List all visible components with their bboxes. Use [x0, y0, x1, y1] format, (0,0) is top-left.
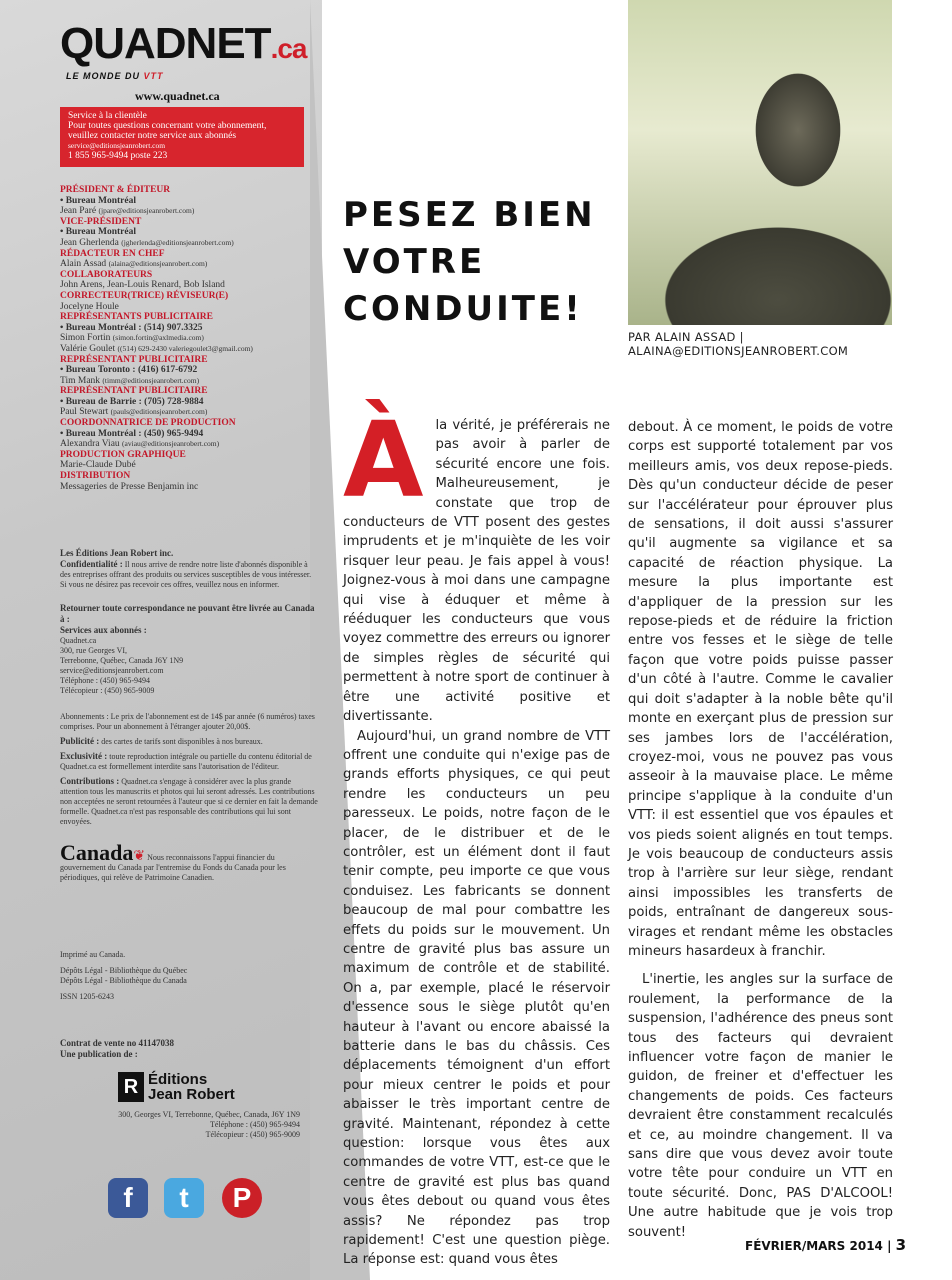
canada-funding-block	[60, 840, 318, 883]
staff-entry	[60, 217, 310, 249]
staff-name: Marie-Claude Dubé	[60, 460, 136, 471]
staff-role: PRODUCTION GRAPHIQUE	[60, 449, 186, 460]
service-title: Service à la clientèle	[68, 111, 147, 121]
byline-email[interactable]: ALAINA@EDITIONSJEANROBERT.COM	[628, 344, 849, 358]
pinterest-icon[interactable]: P	[222, 1178, 262, 1218]
staff-bureau: • Bureau Toronto : (416) 617-6792	[60, 365, 198, 376]
issue-date: FÉVRIER/MARS 2014	[745, 1239, 883, 1253]
staff-email[interactable]: (pauls@editionsjeanrobert.com)	[110, 407, 208, 417]
confidentiality-text: Il nous arrive de rendre notre liste d'abonnés disponible à des entreprises offrant des produits ou services susceptibles de vous intéresser. Si vous ne désirez pas recevoir ces offres, veuillez nous en informer.	[60, 560, 312, 589]
staff-name: Tim Mank	[60, 375, 101, 386]
subscriber-address	[60, 636, 318, 696]
subscriber-services-label: Services aux abonnés :	[60, 625, 147, 635]
address-line: Télécopieur : (450) 965-9009	[60, 686, 155, 695]
staff-role: DISTRIBUTION	[60, 471, 131, 482]
staff-email[interactable]: (alaina@editionsjeanrobert.com)	[108, 259, 208, 269]
staff-bureau: • Bureau Montréal	[60, 195, 136, 206]
customer-service-box	[60, 107, 304, 167]
ejr-logo	[118, 1072, 235, 1104]
ejr-fax: Télécopieur : (450) 965-9009	[205, 1130, 300, 1139]
staff-email[interactable]: (jgherlenda@editionsjeanrobert.com)	[121, 237, 234, 247]
ejr-logo-line-1: Éditions	[148, 1071, 208, 1088]
printed-in: Imprimé au Canada.	[60, 950, 126, 959]
byline-author: PAR ALAIN ASSAD |	[628, 330, 744, 344]
exclusivity-text: toute reproduction intégrale ou partielle du contenu éditorial de Quadnet.ca est formellement interdite sans l'autorisation de l'éditeur.	[60, 752, 312, 771]
page-number: 3	[895, 1236, 907, 1254]
article-column-1	[343, 399, 610, 1270]
website-url[interactable]: www.quadnet.ca	[135, 89, 220, 103]
page-folio	[745, 1236, 906, 1254]
staff-entry	[60, 249, 310, 270]
staff-name: Alexandra Viau	[60, 439, 120, 450]
staff-entry	[60, 270, 310, 291]
service-line-2: Pour toutes questions concernant votre abonnement,	[68, 121, 267, 131]
headline-line-3: CONDUITE!	[343, 289, 583, 329]
contributions-label: Contributions :	[60, 776, 120, 786]
ejr-address-block	[100, 1110, 300, 1140]
publication-of-label: Une publication de :	[60, 1049, 138, 1059]
confidentiality-label: Confidentialité :	[60, 559, 123, 569]
quadnet-logo	[60, 19, 310, 81]
staff-role: CORRECTEUR(TRICE) RÉVISEUR(E)	[60, 290, 229, 301]
maple-leaf-icon: ❦	[133, 849, 146, 864]
return-label: Retourner toute correspondance ne pouvant être livrée au Canada à :	[60, 603, 315, 624]
staff-role: RÉDACTEUR EN CHEF	[60, 248, 165, 259]
paragraph-intro: la vérité, je préférerais ne pas avoir à parler de sécurité encore une fois. Malheureusement, je constate que trop de conducteurs de VTT posent des gestes imprudents et je m'inquiète de les voir risquer leur peau. Je fais appel à vous! Joignez-vous à moi dans une campagne qui vise à éduquer et même à rééduquer les conducteurs que vous voyez commettre des erreurs ou ignorer de simples règles de sécurité qui permettent à notre sport de continuer à être une activité positive et divertissante.	[343, 418, 610, 725]
staff-name: Alain Assad	[60, 259, 107, 270]
issn: ISSN 1205-6243	[60, 992, 115, 1001]
article-column-2	[628, 418, 893, 1242]
staff-entry	[60, 185, 310, 217]
logo-main-text: QUADNET	[60, 19, 271, 68]
staff-bureau: • Bureau Montréal : (514) 907.3325	[60, 322, 203, 333]
author-photo	[628, 0, 892, 325]
staff-name: Messageries de Presse Benjamin inc	[60, 481, 199, 492]
staff-role: COLLABORATEURS	[60, 269, 153, 280]
return-address-block	[60, 603, 318, 696]
printing-info	[60, 950, 318, 1002]
staff-role: REPRÉSENTANT PUBLICITAIRE	[60, 354, 208, 365]
paragraph-inertia: L'inertie, les angles sur la surface de roulement, la performance de la suspension, l'adhérence des pneus sont tous des facteurs qui devraient influencer votre façon de manier le guidon, de freiner et d'effectuer les changements de poids. Ces facteurs devraient être constamment recalculés et ce, au moindre changement. Il va sans dire que vous devez avoir toute votre tête pour conduire un VTT en toute sécurité. Donc, PAS D'ALCOOL! Une autre habitude que je vois trop souvent!	[628, 972, 893, 1240]
headline-line-1: PESEZ BIEN	[343, 195, 596, 235]
canada-wordmark: Canada	[60, 840, 134, 865]
staff-email[interactable]: ((514) 629-2430 valeriegoulet3@gmail.com)	[117, 343, 253, 353]
logo-tagline: LE MONDE DU	[66, 71, 140, 81]
staff-email[interactable]: (aviau@editionsjeanrobert.com)	[122, 439, 220, 449]
address-line: service@editionsjeanrobert.com	[60, 666, 164, 675]
sales-contract: Contrat de vente no 41147038	[60, 1038, 174, 1048]
advertising-label: Publicité :	[60, 736, 100, 746]
staff-list	[60, 185, 310, 492]
staff-entry	[60, 386, 310, 418]
logo-suffix: .ca	[270, 33, 307, 64]
legal-deposit-canada: Dépôts Légal - Bibliothèque du Canada	[60, 976, 187, 985]
address-line: Téléphone : (450) 965-9494	[60, 676, 150, 685]
staff-name: Jocelyne Houle	[60, 301, 119, 312]
staff-name: Valérie Goulet	[60, 343, 116, 354]
address-line: 300, rue Georges VI,	[60, 646, 128, 655]
staff-email[interactable]: (timm@editionsjeanrobert.com)	[102, 375, 200, 385]
staff-email[interactable]: (jpare@editionsjeanrobert.com)	[98, 206, 195, 216]
article-headline	[343, 192, 596, 333]
staff-role: VICE-PRÉSIDENT	[60, 216, 142, 227]
staff-role: REPRÉSENTANTS PUBLICITAIRE	[60, 312, 214, 323]
service-line-3: veuillez contacter notre service aux abonnés	[68, 131, 237, 141]
folio-separator: |	[882, 1239, 896, 1253]
staff-bureau: • Bureau Montréal	[60, 227, 136, 238]
staff-bureau: • Bureau de Barrie : (705) 728-9884	[60, 396, 204, 407]
service-phone: 1 855 965-9494 poste 223	[68, 151, 168, 161]
staff-name: Simon Fortin	[60, 333, 111, 344]
service-email[interactable]: service@editionsjeanrobert.com	[68, 141, 166, 150]
canada-funding-text: Nous reconnaissons l'appui financier du gouvernement du Canada par l'entremise du Fonds du Canada pour les périodiques, qui relève de Patrimoine Canadien.	[60, 853, 286, 882]
staff-entry	[60, 418, 310, 450]
paragraph-standing: debout. À ce moment, le poids de votre corps est supporté totalement par vos meilleurs amis, vos deux repose-pieds. Dès qu'un conducteur décide de peser sur l'accélérateur pour éprouver plus de sensations, il doit aussi s'assurer qu'il augmente sa vigilance et sa capacité de réaction physique. La mesure la plus importante est d'appliquer de la pression sur les repose-pieds et de réduire la friction entre vos fesses et le siège de telle façon que votre poids puisse passer d'un côté à l'autre. Comme le cavalier qui doit s'adapter à la noble bête qu'il monte en exerçant plus de pression sur ses jambes lors de l'accélération, croyez-moi, vous ne pouvez pas vous asseoir à la mauvaise place. Le même principe s'applique à la conduite d'un VTT: il est essentiel que vos épaules et vos pieds soient alignés en tout temps. Je vois beaucoup de conducteurs assis trop à l'arrière sur leur siège, rendant ainsi impossibles les transferts de poids, entraînant de dangereux sous-virages et rendant même les obstacles mineurs hasardeux à franchir.	[628, 420, 893, 959]
staff-entry	[60, 291, 310, 312]
drop-cap: À	[343, 399, 424, 521]
advertising-text: des cartes de tarifs sont disponibles à nos bureaux.	[101, 737, 263, 746]
staff-name: Jean Paré	[60, 206, 97, 217]
ejr-address: 300, Georges VI, Terrebonne, Québec, Canada, J6Y 1N9	[118, 1110, 300, 1119]
staff-entry	[60, 355, 310, 387]
staff-entry	[60, 450, 310, 471]
staff-email[interactable]: (simon.fortin@axlmedia.com)	[112, 333, 204, 343]
contract-block	[60, 1038, 318, 1060]
staff-role: REPRÉSENTANT PUBLICITAIRE	[60, 386, 208, 397]
confidentiality-block	[60, 548, 318, 590]
staff-name: Paul Stewart	[60, 407, 109, 418]
subscription-price: Abonnements : Le prix de l'abonnement est de 14$ par année (6 numéros) taxes comprises. Pour un abonnement à l'étranger ajouter 20,00$.	[60, 712, 315, 731]
twitter-icon[interactable]: t	[164, 1178, 204, 1218]
staff-name: Jean Gherlenda	[60, 237, 119, 248]
paragraph-gravity: Aujourd'hui, un grand nombre de VTT offrent une conduite qui n'exige pas de grands efforts physiques, ce qui peut rendre les conducteurs un peu paresseux. Le poids, notre façon de le placer, de le distribuer et de le contrôler, est un élément dont il faut tenir compte, peu importe ce que vous conduisez. Les fabricants se donnent beaucoup de mal pour combattre les effets du poids sur le mouvement. Un centre de gravité plus bas assure un maximum de contrôle et de stabilité. On a, par exemple, placé le réservoir d'essence sous le siège plutôt qu'en hauteur à l'avant ou encore abaissé la batterie dans le bas du châssis. Ces déplacements témoignent d'un effort pour mieux centrer le poids et pour abaisser le très important centre de gravité. Maintenant, répondez à cette question: lorsque vous êtes aux commandes de votre VTT, est-ce que le centre de gravité est plus bas quand vous êtes debout ou quand vous êtes assis? Ne répondez pas trop rapidement! C'est une question piège. La réponse est: quand vous êtes	[343, 728, 610, 1268]
ejr-logo-line-2: Jean Robert	[148, 1086, 235, 1103]
staff-entry	[60, 312, 310, 354]
staff-bureau: • Bureau Montréal : (450) 965-9494	[60, 428, 204, 439]
headline-line-2: VOTRE	[343, 242, 486, 282]
ejr-logo-mark-icon: R	[118, 1072, 144, 1102]
staff-name: John Arens, Jean-Louis Renard, Bob Island	[60, 280, 225, 291]
contributions-text: Quadnet.ca s'engage à considérer avec la plus grande attention tous les manuscrits et photos qui lui seront adressés. Les contributions non acceptées ne seront retournées à l'auteur que si ce dernier en fait la demande formelle. Quadnet.ca n'est pas responsable des contributions qui lui sont envoyées.	[60, 777, 318, 826]
address-line: Quadnet.ca	[60, 636, 97, 645]
address-line: Terrebonne, Québec, Canada J6Y 1N9	[60, 656, 184, 665]
publisher-name: Les Éditions Jean Robert inc.	[60, 548, 174, 558]
staff-role: PRÉSIDENT & ÉDITEUR	[60, 185, 171, 195]
ejr-phone: Téléphone : (450) 965-9494	[210, 1120, 300, 1129]
staff-role: COORDONNATRICE DE PRODUCTION	[60, 418, 236, 429]
legal-block	[60, 712, 318, 827]
facebook-icon[interactable]: f	[108, 1178, 148, 1218]
legal-deposit-quebec: Dépôts Légal - Bibliothèque du Québec	[60, 966, 188, 975]
logo-tagline-vtt: VTT	[143, 71, 164, 81]
article-byline	[628, 330, 848, 358]
exclusivity-label: Exclusivité :	[60, 751, 108, 761]
staff-entry	[60, 471, 310, 492]
